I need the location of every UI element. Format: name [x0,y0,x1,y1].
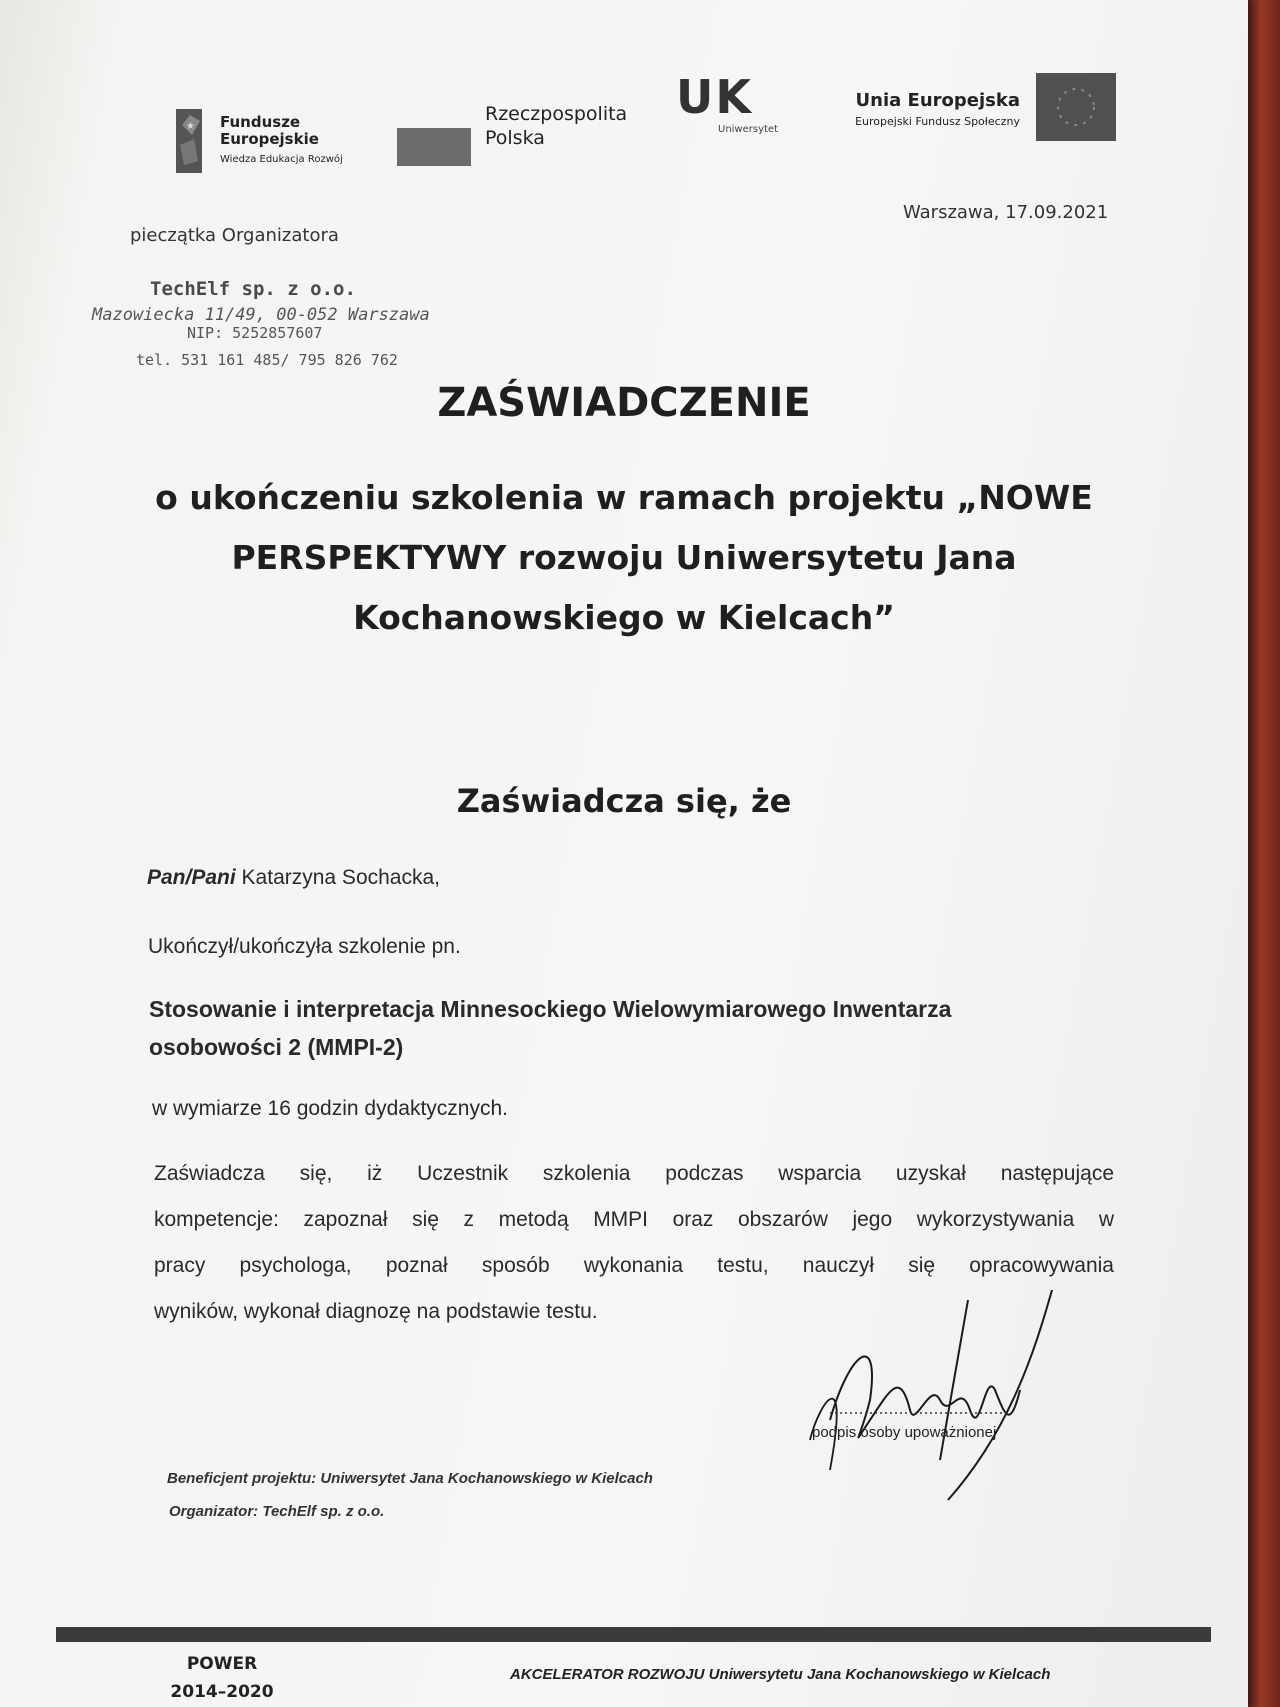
svg-text:★: ★ [186,121,195,132]
stamp-nip: NIP: 5252857607 [187,324,323,342]
footer-bar [56,1627,1211,1642]
organizer-text: Organizator: TechElf sp. z o.o. [169,1503,385,1520]
stamp-address: Mazowiecka 11/49, 00-052 Warszawa [92,305,430,325]
participant-line [147,866,440,890]
stamp-label: pieczątka Organizatora [130,225,339,246]
issue-date: Warszawa, 17.09.2021 [903,202,1109,223]
course-title: Stosowanie i interpretacja Minnesockiego Wielowymiarowego Inwentarza osobowości 2 (MMPI-2) [149,996,952,1060]
signature-label: podpis osoby upoważnionej [812,1424,997,1441]
competences-paragraph: Zaświadcza się, iż Uczestnik szkolenia podczas wsparcia uzyskał następujące kompetencje: zapoznał się z metodą MMPI oraz obszarów jego wykorzystywania w pracy psychologa, poznał sposób wykonania testu, nauczył się opracowywania wyników, wykonał diagnozę na podstawie testu. [154,1162,1114,1323]
footer-accelerator: AKCELERATOR ROZWOJU Uniwersytetu Jana Kochanowskiego w Kielcach [510,1666,1051,1683]
certify-statement: Zaświadcza się, że [456,782,792,820]
stamp-company: TechElf sp. z o.o. [150,278,356,300]
ujk-logo: UK [676,70,753,124]
unia-europejska-text: Unia Europejska Europejski Fundusz Społeczny [855,90,1020,128]
completed-label: Ukończył/ukończyła szkolenie pn. [148,935,461,958]
fundusze-europejskie-logo [172,105,206,177]
fundusze-europejskie-text: Fundusze Europejskie Wiedza Edukacja Rozwój [220,113,343,165]
participant-name: Katarzyna Sochacka, [241,866,440,889]
background-edge [1248,0,1280,1707]
course-hours: w wymiarze 16 godzin dydaktycznych. [152,1097,508,1120]
beneficiary-text: Beneficjent projektu: Uniwersytet Jana Kochanowskiego w Kielcach [167,1470,653,1487]
participant-prefix: Pan/Pani [147,866,236,889]
rzeczpospolita-polska-text: Rzeczpospolita Polska [485,103,628,149]
footer-program: POWER 2014–2020 [170,1654,274,1702]
stamp-phone: tel. 531 161 485/ 795 826 762 [136,351,398,369]
eu-flag-icon [1036,73,1116,141]
handwritten-signature [790,1290,1070,1514]
certificate-subheading: o ukończeniu szkolenia w ramach projektu „NOWE PERSPEKTYWY rozwoju Uniwersytetu Jana Kochanowskiego w Kielcach” [155,478,1093,637]
polish-flag-icon [397,128,471,166]
ujk-logo-subtitle: Uniwersytet [718,124,778,135]
certificate-heading: ZAŚWIADCZENIE [437,380,811,426]
